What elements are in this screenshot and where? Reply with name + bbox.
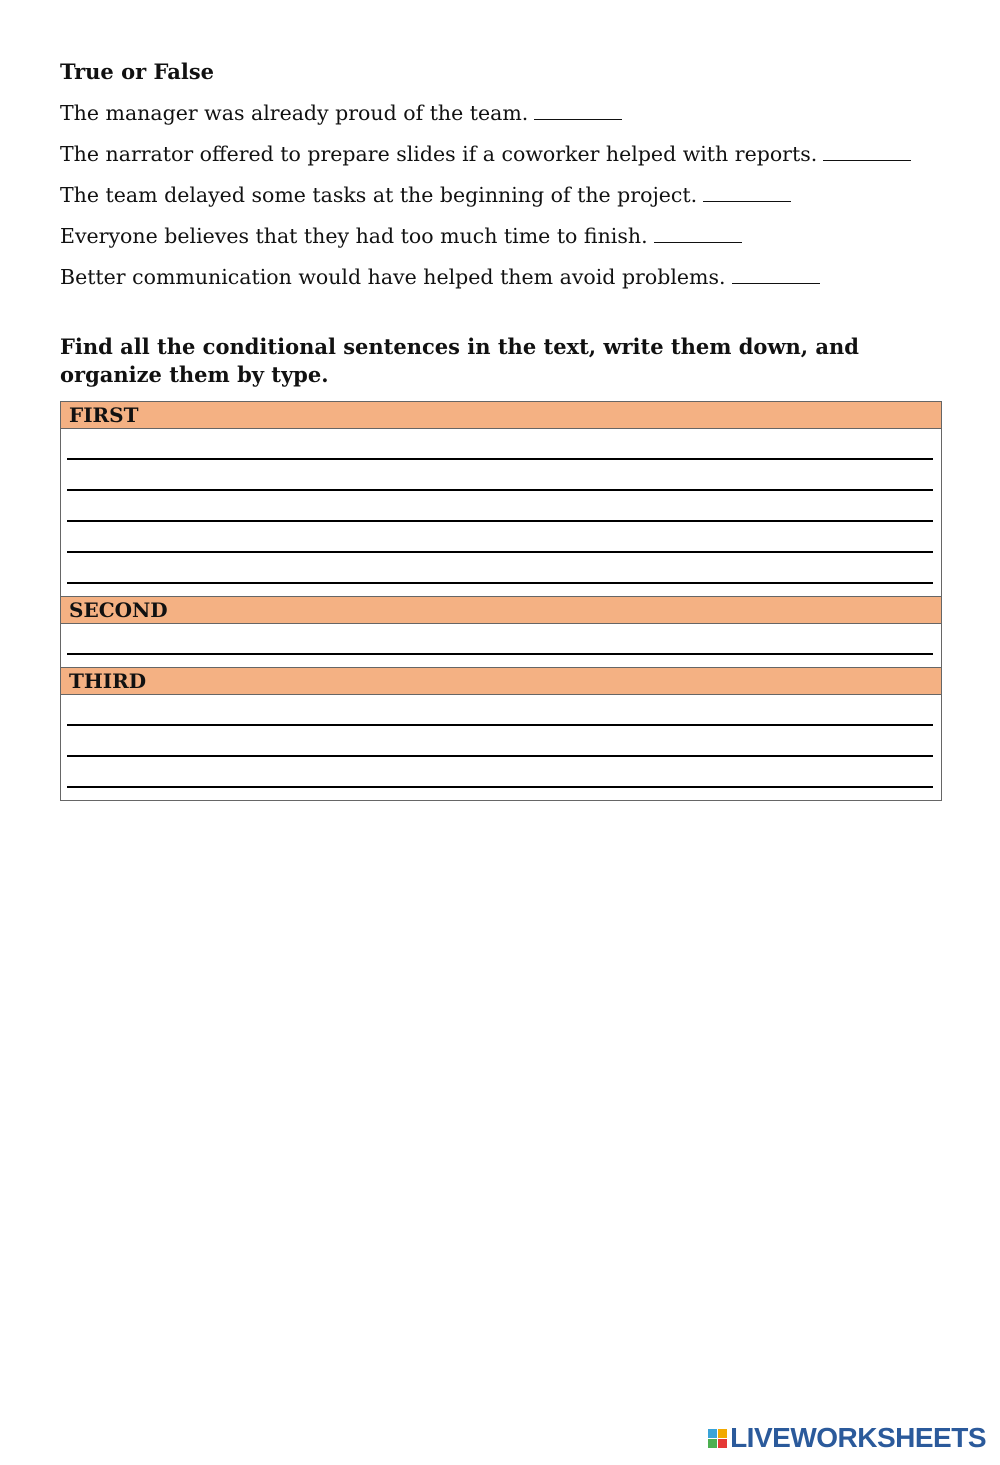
liveworksheets-logo — [708, 1422, 986, 1454]
category-third: THIRD — [61, 668, 942, 695]
answer-line[interactable] — [67, 491, 933, 522]
answer-blank[interactable] — [732, 263, 820, 284]
answer-blank[interactable] — [703, 181, 791, 202]
answer-area-first — [61, 429, 942, 597]
statement-text: Better communication would have helped them avoid problems. — [60, 265, 726, 289]
answer-area-third — [61, 695, 942, 801]
answer-line[interactable] — [67, 553, 933, 584]
category-second: SECOND — [61, 597, 942, 624]
answer-area-second — [61, 624, 942, 668]
answer-line[interactable] — [67, 522, 933, 553]
answer-line[interactable] — [67, 695, 933, 726]
worksheet-page — [60, 58, 942, 801]
logo-square — [718, 1439, 727, 1448]
answer-line[interactable] — [67, 726, 933, 757]
statement-text: The team delayed some tasks at the beginning of the project. — [60, 183, 698, 207]
category-first: FIRST — [61, 402, 942, 429]
answer-line[interactable] — [67, 460, 933, 491]
logo-grid-icon — [708, 1429, 727, 1448]
true-false-item — [60, 140, 942, 168]
true-false-item — [60, 181, 942, 209]
logo-text: LIVEWORKSHEETS — [730, 1422, 986, 1453]
true-false-item — [60, 222, 942, 250]
answer-line[interactable] — [67, 624, 933, 655]
answer-blank[interactable] — [823, 140, 911, 161]
answer-blank[interactable] — [654, 222, 742, 243]
answer-line[interactable] — [67, 429, 933, 460]
answer-blank[interactable] — [534, 99, 622, 120]
logo-square — [718, 1429, 727, 1438]
statement-text: The narrator offered to prepare slides if a coworker helped with reports. — [60, 142, 818, 166]
statement-text: Everyone believes that they had too much time to finish. — [60, 224, 648, 248]
logo-square — [708, 1429, 717, 1438]
conditionals-instruction: Find all the conditional sentences in the text, write them down, and organize them by type. — [60, 334, 859, 387]
logo-square — [708, 1439, 717, 1448]
conditionals-table — [60, 401, 942, 801]
true-false-item — [60, 263, 942, 291]
true-false-item — [60, 99, 942, 127]
statement-text: The manager was already proud of the team. — [60, 101, 529, 125]
true-false-title: True or False — [60, 59, 215, 84]
answer-line[interactable] — [67, 757, 933, 788]
